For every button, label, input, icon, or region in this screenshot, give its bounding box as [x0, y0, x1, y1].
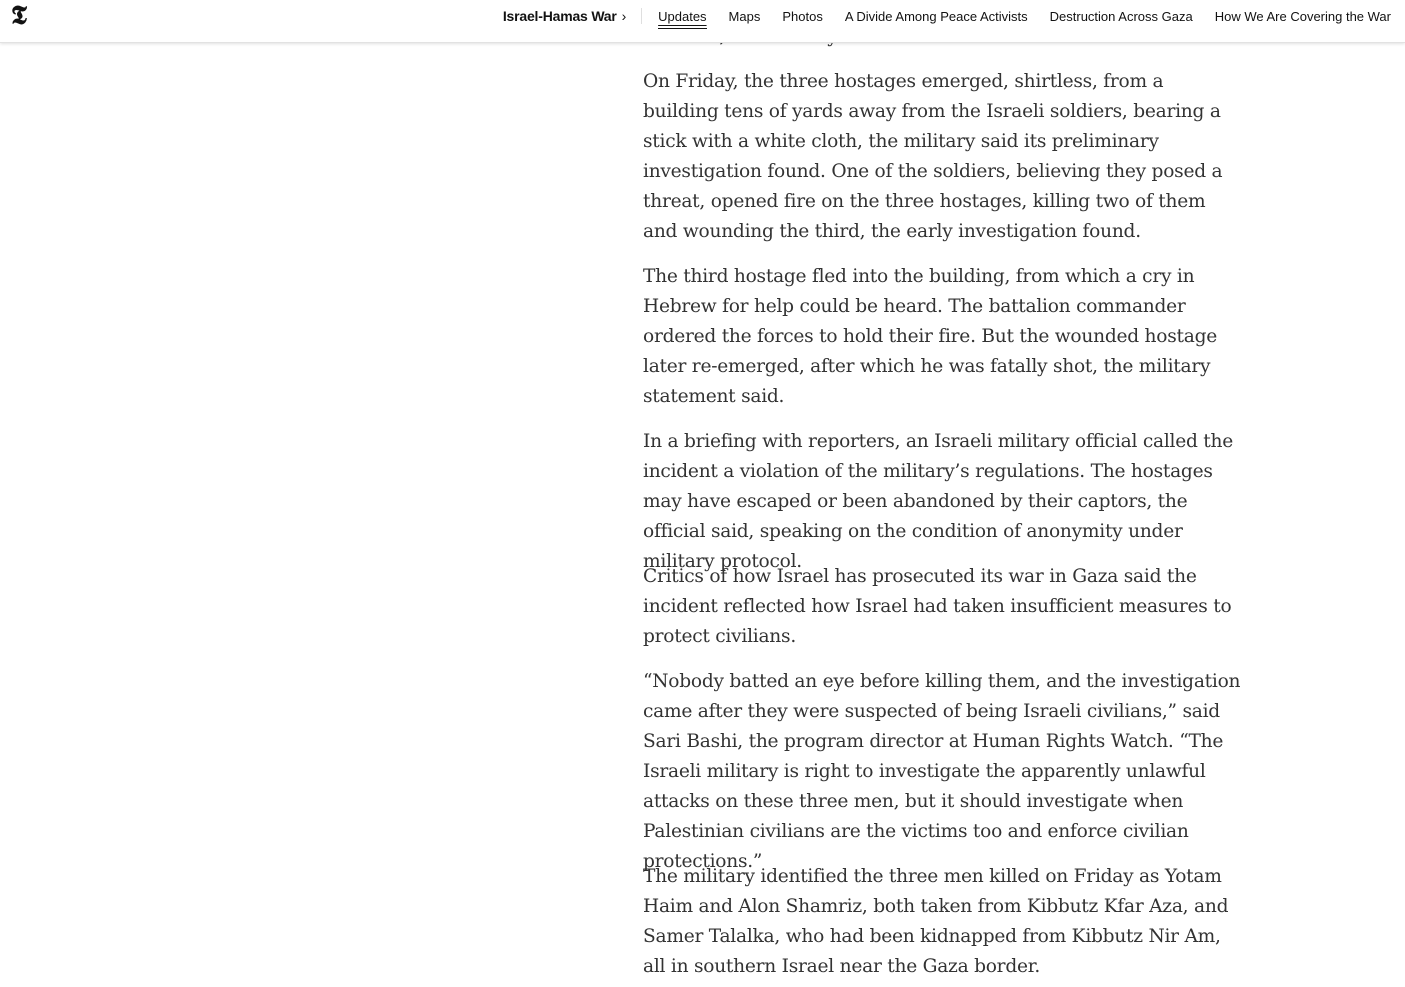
- article-paragraph: The third hostage fled into the building, from which a cry in Hebrew for help could be heard. The battalion commander ordered the forces to hold their fire. But the wounded hostage later re-emerged, after which he was fatally shot, the military statement said.: [643, 266, 1217, 407]
- article-paragraph: On Friday, the three hostages emerged, shirtless, from a building tens of yards away from the Israeli soldiers, bearing a stick with a white cloth, the military said its preliminary investigation found. One of the soldiers, believing they posed a threat, opened fire on the three hostages, killing two of them and wounding the third, the early investigation found.: [643, 71, 1223, 242]
- section-title-link[interactable]: [503, 8, 642, 24]
- nav-link-destruction-gaza[interactable]: Destruction Across Gaza: [1049, 8, 1193, 24]
- article-paragraph: “Nobody batted an eye before killing them, and the investigation came after they were suspected of being Israeli civilians,” said Sari Bashi, the program director at Human Rights Watch. “The Israeli military is right to investigate the apparently unlawful attacks on these three men, but it should investigate when Palestinian civilians are the victims too and enforce civilian protections.”: [643, 671, 1241, 872]
- top-navigation-bar: [0, 0, 1405, 43]
- nyt-logo-icon[interactable]: 𝕿: [11, 1, 27, 31]
- article-paragraph: The military identified the three men killed on Friday as Yotam Haim and Alon Shamriz, both taken from Kibbutz Kfar Aza, and Samer Talalka, who had been kidnapped from Kibbutz Nir Am, all in southern Israel near the Gaza border.: [643, 866, 1229, 977]
- section-title: Israel-Hamas War: [502, 8, 617, 24]
- section-nav: [503, 0, 1391, 32]
- nav-link-maps[interactable]: Maps: [728, 8, 761, 24]
- nav-link-peace-activists[interactable]: A Divide Among Peace Activists: [844, 8, 1028, 24]
- nav-link-photos[interactable]: Photos: [782, 8, 823, 24]
- article-paragraph: In a briefing with reporters, an Israeli military official called the incident a violation of the military’s regulations. The hostages may have escaped or been abandoned by their captors, the official said, speaking on the condition of anonymity under military protocol.: [643, 431, 1233, 572]
- nav-link-updates[interactable]: Updates: [658, 8, 707, 24]
- article-paragraph: Critics of how Israel has prosecuted its war in Gaza said the incident reflected how Israel had taken insufficient measures to protect civilians.: [643, 566, 1232, 647]
- chevron-right-icon: ›: [621, 8, 627, 24]
- nav-link-covering-war[interactable]: How We Are Covering the War: [1214, 8, 1391, 24]
